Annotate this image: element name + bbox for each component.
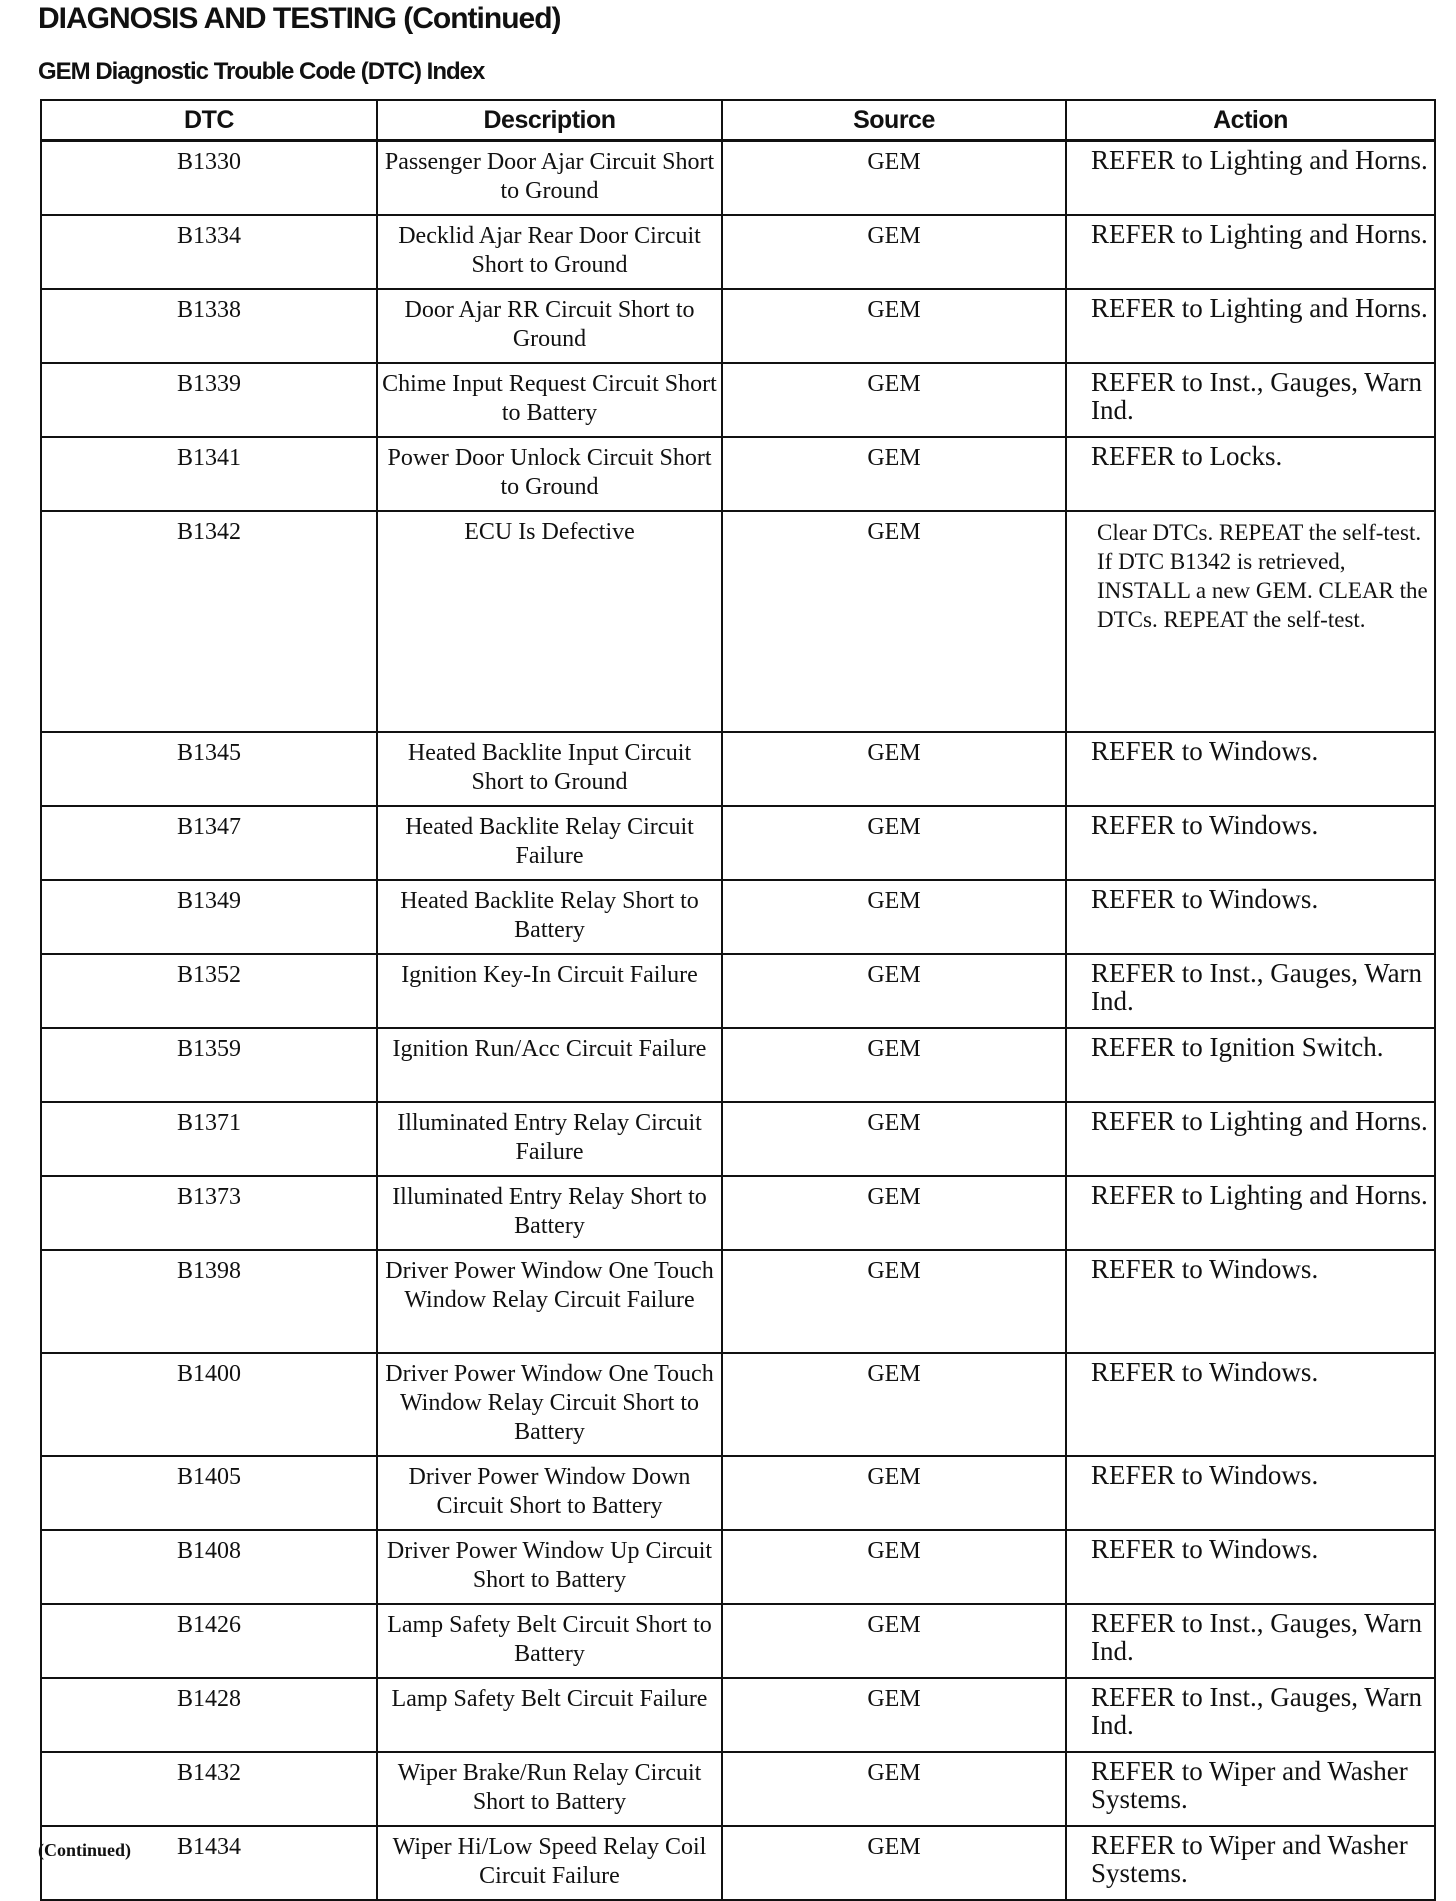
table-row [41,1176,1435,1250]
dtc-code: B1341 [41,437,377,511]
dtc-code: B1347 [41,806,377,880]
dtc-action: REFER to Wiper and Washer Systems. [1066,1752,1435,1826]
dtc-action: REFER to Windows. [1066,806,1435,880]
dtc-description: Ignition Run/Acc Circuit Failure [377,1028,722,1102]
dtc-action: REFER to Windows. [1066,1530,1435,1604]
dtc-action: REFER to Inst., Gauges, Warn Ind. [1066,1678,1435,1752]
dtc-description: Driver Power Window Up Circuit Short to Battery [377,1530,722,1604]
dtc-action: REFER to Windows. [1066,1250,1435,1353]
dtc-action: REFER to Inst., Gauges, Warn Ind. [1066,954,1435,1028]
column-header-description: Description [377,100,722,141]
table-row [41,1826,1435,1900]
dtc-action: REFER to Lighting and Horns. [1066,215,1435,289]
dtc-description: Illuminated Entry Relay Short to Battery [377,1176,722,1250]
dtc-description: Chime Input Request Circuit Short to Battery [377,363,722,437]
dtc-code: B1359 [41,1028,377,1102]
dtc-action: REFER to Lighting and Horns. [1066,1176,1435,1250]
dtc-code: B1349 [41,880,377,954]
dtc-source: GEM [722,1250,1066,1353]
dtc-description: Heated Backlite Relay Circuit Failure [377,806,722,880]
dtc-source: GEM [722,806,1066,880]
table-header-row [41,100,1435,141]
dtc-code: B1371 [41,1102,377,1176]
dtc-description: Decklid Ajar Rear Door Circuit Short to Ground [377,215,722,289]
page-title: DIAGNOSIS AND TESTING (Continued) [38,2,561,35]
dtc-description: Illuminated Entry Relay Circuit Failure [377,1102,722,1176]
dtc-source: GEM [722,1530,1066,1604]
dtc-description: Power Door Unlock Circuit Short to Ground [377,437,722,511]
table-row [41,954,1435,1028]
dtc-source: GEM [722,215,1066,289]
dtc-source: GEM [722,1353,1066,1456]
table-row [41,1604,1435,1678]
table-row [41,141,1435,216]
dtc-description: ECU Is Defective [377,511,722,732]
dtc-code: B1334 [41,215,377,289]
column-header-source: Source [722,100,1066,141]
dtc-source: GEM [722,1678,1066,1752]
table-row [41,1102,1435,1176]
dtc-source: GEM [722,1028,1066,1102]
dtc-description: Wiper Brake/Run Relay Circuit Short to Battery [377,1752,722,1826]
dtc-code: B1338 [41,289,377,363]
dtc-action: REFER to Ignition Switch. [1066,1028,1435,1102]
dtc-description: Heated Backlite Relay Short to Battery [377,880,722,954]
dtc-source: GEM [722,1102,1066,1176]
dtc-code: B1426 [41,1604,377,1678]
table-row [41,1353,1435,1456]
table-row [41,1456,1435,1530]
dtc-description: Heated Backlite Input Circuit Short to Ground [377,732,722,806]
dtc-source: GEM [722,511,1066,732]
dtc-action: REFER to Windows. [1066,1456,1435,1530]
dtc-action: Clear DTCs. REPEAT the self-test. If DTC B1342 is retrieved, INSTALL a new GEM. CLEAR the DTCs. REPEAT the self-test. [1066,511,1435,732]
dtc-description: Lamp Safety Belt Circuit Short to Battery [377,1604,722,1678]
dtc-description: Lamp Safety Belt Circuit Failure [377,1678,722,1752]
dtc-code: B1405 [41,1456,377,1530]
dtc-source: GEM [722,141,1066,216]
dtc-code: B1434 [41,1826,377,1900]
dtc-description: Ignition Key-In Circuit Failure [377,954,722,1028]
dtc-source: GEM [722,1752,1066,1826]
table-row [41,363,1435,437]
dtc-action: REFER to Windows. [1066,880,1435,954]
dtc-source: GEM [722,880,1066,954]
dtc-code: B1342 [41,511,377,732]
dtc-code: B1432 [41,1752,377,1826]
dtc-action: REFER to Locks. [1066,437,1435,511]
dtc-action: REFER to Windows. [1066,732,1435,806]
dtc-action: REFER to Windows. [1066,1353,1435,1456]
dtc-source: GEM [722,1456,1066,1530]
dtc-source: GEM [722,1176,1066,1250]
dtc-code: B1408 [41,1530,377,1604]
dtc-index-table [40,99,1436,1901]
dtc-description: Driver Power Window Down Circuit Short to Battery [377,1456,722,1530]
dtc-code: B1339 [41,363,377,437]
dtc-action: REFER to Lighting and Horns. [1066,289,1435,363]
dtc-code: B1352 [41,954,377,1028]
table-row [41,289,1435,363]
table-title: GEM Diagnostic Trouble Code (DTC) Index [38,58,485,85]
dtc-code: B1400 [41,1353,377,1456]
column-header-dtc: DTC [41,100,377,141]
table-row [41,1250,1435,1353]
dtc-code: B1345 [41,732,377,806]
dtc-code: B1373 [41,1176,377,1250]
dtc-description: Wiper Hi/Low Speed Relay Coil Circuit Failure [377,1826,722,1900]
dtc-code: B1398 [41,1250,377,1353]
table-row [41,1530,1435,1604]
table-row [41,880,1435,954]
dtc-source: GEM [722,1826,1066,1900]
column-header-action: Action [1066,100,1435,141]
dtc-code: B1330 [41,141,377,216]
table-row [41,1678,1435,1752]
dtc-action: REFER to Inst., Gauges, Warn Ind. [1066,363,1435,437]
dtc-action: REFER to Lighting and Horns. [1066,1102,1435,1176]
dtc-action: REFER to Inst., Gauges, Warn Ind. [1066,1604,1435,1678]
dtc-description: Passenger Door Ajar Circuit Short to Ground [377,141,722,216]
dtc-description: Driver Power Window One Touch Window Relay Circuit Failure [377,1250,722,1353]
table-row [41,511,1435,732]
table-row [41,215,1435,289]
dtc-source: GEM [722,954,1066,1028]
dtc-source: GEM [722,1604,1066,1678]
continued-note: (Continued) [38,1840,132,1860]
table-row [41,732,1435,806]
dtc-description: Door Ajar RR Circuit Short to Ground [377,289,722,363]
table-row [41,1752,1435,1826]
table-row [41,437,1435,511]
dtc-source: GEM [722,732,1066,806]
table-row [41,1028,1435,1102]
table-row [41,806,1435,880]
dtc-source: GEM [722,363,1066,437]
dtc-code: B1428 [41,1678,377,1752]
dtc-action: REFER to Wiper and Washer Systems. [1066,1826,1435,1900]
dtc-source: GEM [722,437,1066,511]
dtc-description: Driver Power Window One Touch Window Relay Circuit Short to Battery [377,1353,722,1456]
dtc-source: GEM [722,289,1066,363]
dtc-action: REFER to Lighting and Horns. [1066,141,1435,216]
